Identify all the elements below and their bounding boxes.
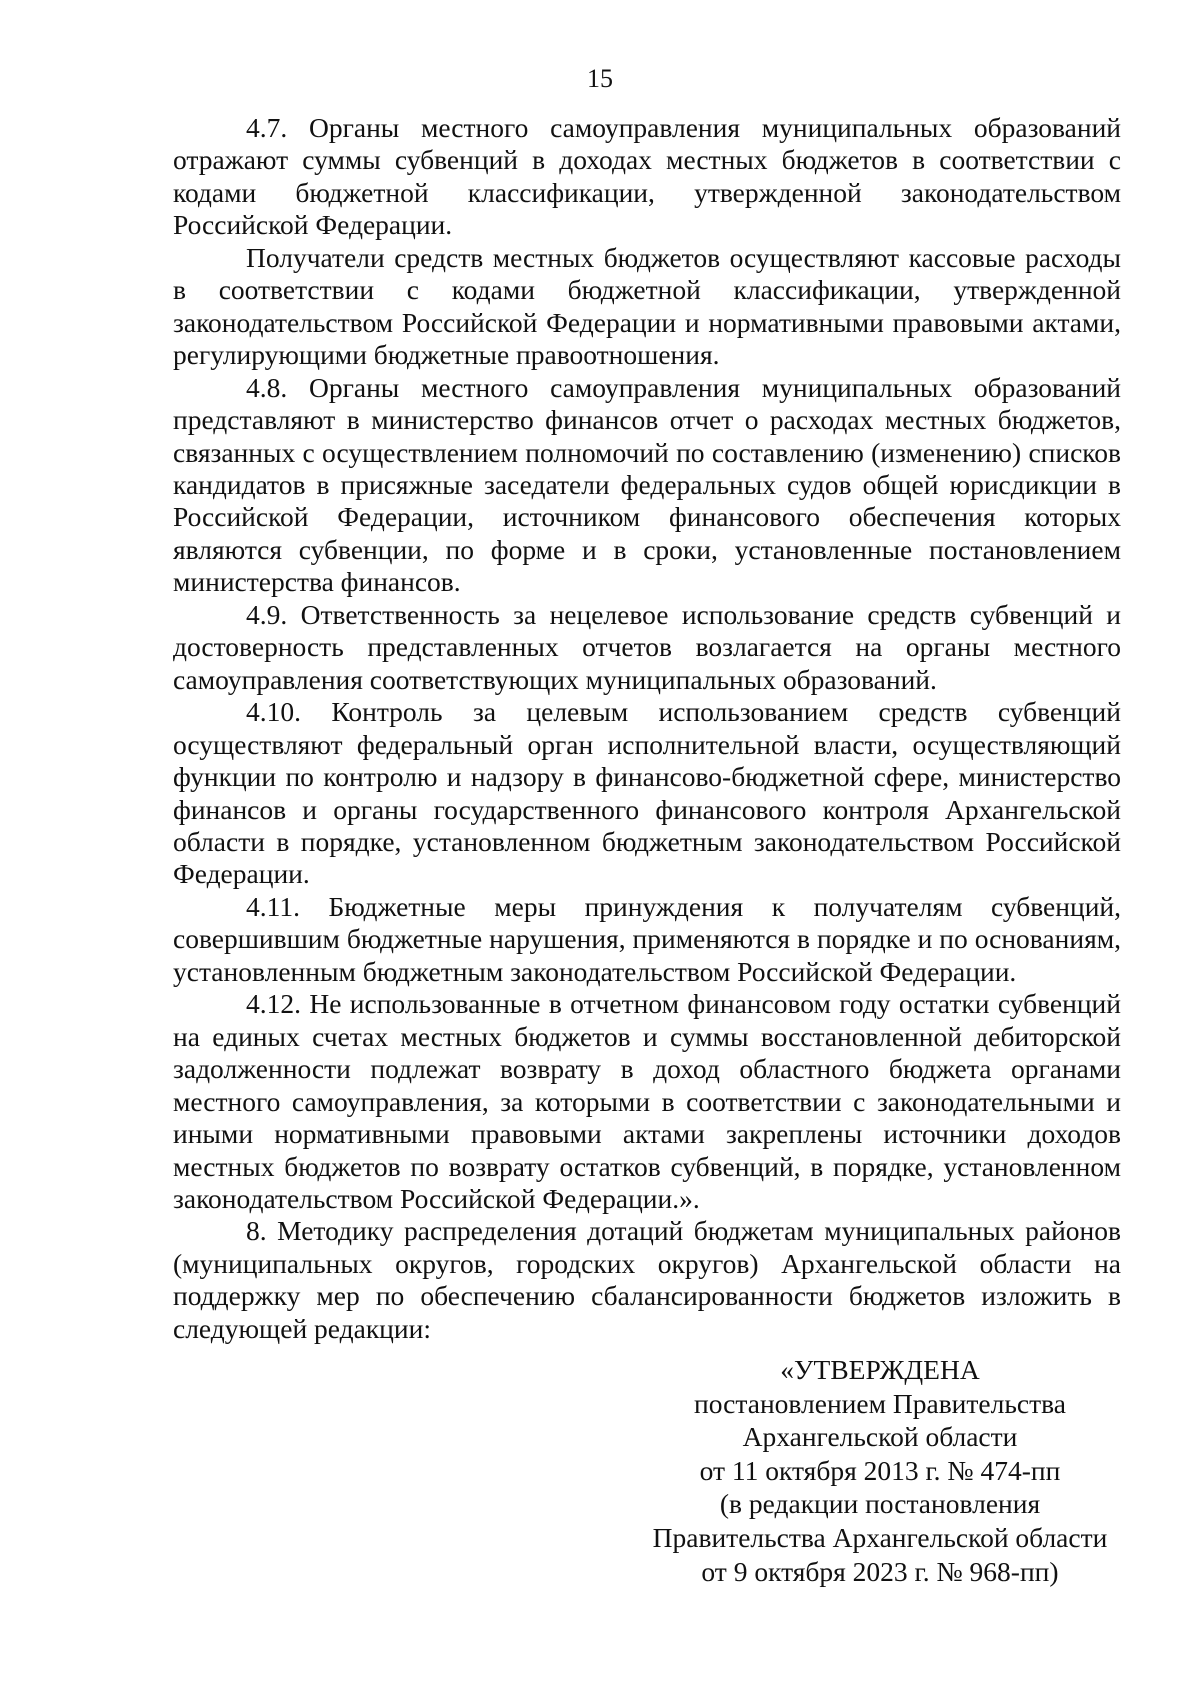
paragraph-4-7: 4.7. Органы местного самоуправления муниципальных образований отражают суммы субвенций в доходах местных бюджетов в соответствии с кодами бюджетной классификации, утвержденной законодательством Российской Федерации. bbox=[173, 112, 1121, 241]
approval-line: Архангельской области bbox=[742, 1421, 1018, 1453]
approval-line: от 11 октября 2013 г. № 474-пп bbox=[699, 1454, 1061, 1486]
paragraph-4-8: 4.8. Органы местного самоуправления муниципальных образований представляют в министерство финансов отчет о расходах местных бюджетов, связанных с осуществлением полномочий по составлению (изменению) списков кандидатов в присяжные заседатели федеральных судов общей юрисдикции в Российской Федерации, источником финансового обеспечения которых являются субвенции, по форме и в сроки, установленные постановлением министерства финансов. bbox=[173, 371, 1121, 598]
paragraph-4-9: 4.9. Ответственность за нецелевое использование средств субвенций и достоверность представленных отчетов возлагается на органы местного самоуправления соответствующих муниципальных образований. bbox=[173, 598, 1121, 695]
paragraph-4-12: 4.12. Не использованные в отчетном финансовом году остатки субвенций на единых счетах местных бюджетов и суммы восстановленной дебиторской задолженности подлежат возврату в доход областного бюджета органами местного самоуправления, за которыми в соответствии с законодательными и иными нормативными правовыми актами закреплены источники доходов местных бюджетов по возврату остатков субвенций, в порядке, установленном законодательством Российской Федерации.». bbox=[173, 988, 1121, 1214]
document-body bbox=[173, 112, 1121, 1345]
paragraph-recipients: Получатели средств местных бюджетов осуществляют кассовые расходы в соответствии с кодами бюджетной классификации, утвержденной законодательством Российской Федерации и нормативными правовыми актами, регулирующими бюджетные правоотношения. bbox=[173, 241, 1121, 371]
paragraph-8: 8. Методику распределения дотаций бюджетам муниципальных районов (муниципальных округов, городских округов) Архангельской области на поддержку мер по обеспечению сбалансированности бюджетов изложить в следующей редакции: bbox=[173, 1215, 1121, 1344]
paragraph-4-10: 4.10. Контроль за целевым использованием средств субвенций осуществляют федеральный орган исполнительной власти, осуществляющий функции по контролю и надзору в финансово-бюджетной сфере, министерство финансов и органы государственного финансового контроля Архангельской области в порядке, установленном бюджетным законодательством Российской Федерации. bbox=[173, 696, 1121, 890]
approval-line: (в редакции постановления bbox=[719, 1488, 1041, 1520]
approval-line: «УТВЕРЖДЕНА bbox=[780, 1354, 980, 1385]
approval-line: от 9 октября 2023 г. № 968-пп) bbox=[701, 1555, 1059, 1587]
paragraph-4-11: 4.11. Бюджетные меры принуждения к получателям субвенций, совершившим бюджетные нарушения, применяются в порядке и по основаниям, установленным бюджетным законодательством Российской Федерации. bbox=[173, 890, 1121, 987]
page-number: 15 bbox=[587, 64, 613, 93]
approval-block bbox=[630, 1353, 1130, 1588]
approval-line: постановлением Правительства bbox=[694, 1387, 1066, 1419]
approval-line: Правительства Архангельской области bbox=[652, 1521, 1108, 1553]
